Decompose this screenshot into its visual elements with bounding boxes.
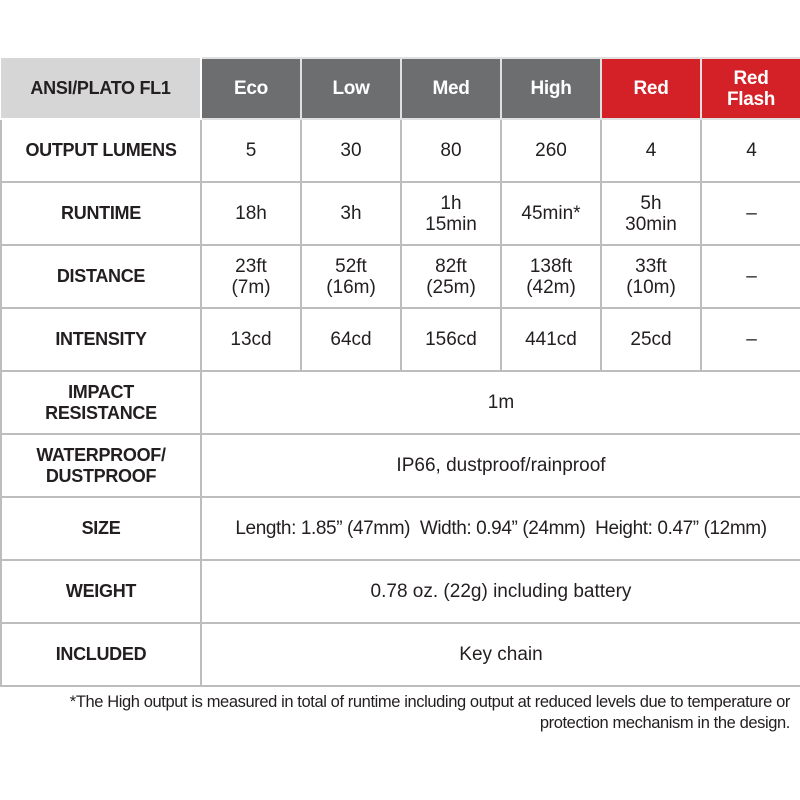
mode-header-eco: Eco [201, 58, 301, 119]
header-row [1, 58, 800, 119]
cell-line: 3h [340, 203, 362, 224]
cell-line: (25m) [426, 276, 476, 298]
row-label-line2: RESISTANCE [45, 402, 157, 423]
footnote [10, 692, 790, 734]
row-label-line1: IMPACT [68, 381, 134, 402]
table-row-runtime [1, 182, 800, 245]
cell-value [301, 182, 401, 245]
cell-line: (16m) [326, 276, 376, 298]
row-label [1, 371, 201, 434]
cell-value: 441cd [501, 308, 601, 371]
mode-header-red-flash [701, 58, 800, 119]
cell-line: (42m) [526, 276, 576, 298]
cell-line: 5h [640, 192, 662, 214]
cell-line: 45min* [521, 203, 581, 224]
cell-line: 82ft [435, 255, 467, 277]
table-row-output-lumens [1, 119, 800, 182]
cell-value: 5 [201, 119, 301, 182]
cell-line: 1h [440, 192, 462, 214]
cell-value: 64cd [301, 308, 401, 371]
cell-line: – [746, 266, 757, 287]
table-row-included [1, 623, 800, 686]
footnote-line2: protection mechanism in the design. [539, 714, 790, 732]
row-label: DISTANCE [1, 245, 201, 308]
cell-value [401, 245, 501, 308]
row-label: RUNTIME [1, 182, 201, 245]
table-row-intensity [1, 308, 800, 371]
cell-value: Key chain [201, 623, 800, 686]
mode-header-low: Low [301, 58, 401, 119]
cell-value: 1m [201, 371, 800, 434]
cell-value: – [701, 308, 800, 371]
table-row-waterproof [1, 434, 800, 497]
table-row-size [1, 497, 800, 560]
row-label: INTENSITY [1, 308, 201, 371]
cell-value [501, 182, 601, 245]
cell-value: 25cd [601, 308, 701, 371]
cell-line: – [746, 203, 757, 224]
cell-line: 138ft [529, 255, 573, 277]
cell-value: 156cd [401, 308, 501, 371]
cell-value [601, 245, 701, 308]
cell-value [601, 182, 701, 245]
cell-line: 15min [425, 213, 477, 235]
cell-value: 80 [401, 119, 501, 182]
red-flash-line2: Flash [726, 88, 776, 110]
row-label-line1: WATERPROOF/ [36, 444, 166, 465]
cell-value: 13cd [201, 308, 301, 371]
cell-value [201, 182, 301, 245]
cell-value: 0.78 oz. (22g) including battery [201, 560, 800, 623]
mode-header-red: Red [601, 58, 701, 119]
cell-line: 18h [235, 203, 267, 224]
cell-value: 4 [701, 119, 800, 182]
cell-value: 30 [301, 119, 401, 182]
cell-value [701, 245, 800, 308]
table-row-weight [1, 560, 800, 623]
standard-label: ANSI/PLATO FL1 [1, 58, 201, 119]
mode-header-high: High [501, 58, 601, 119]
cell-value [201, 245, 301, 308]
cell-value [301, 245, 401, 308]
red-flash-line1: Red [733, 67, 769, 89]
cell-line: 33ft [635, 255, 667, 277]
cell-line: (10m) [626, 276, 676, 298]
row-label [1, 434, 201, 497]
footnote-line1: *The High output is measured in total of runtime including output at reduced levels due to temperature or [69, 693, 790, 711]
cell-line: 52ft [335, 255, 367, 277]
row-label-line2: DUSTPROOF [45, 465, 157, 486]
row-label: INCLUDED [1, 623, 201, 686]
cell-value: Length: 1.85” (47mm) Width: 0.94” (24mm) Height: 0.47” (12mm) [201, 497, 800, 560]
cell-value: IP66, dustproof/rainproof [201, 434, 800, 497]
mode-header-med: Med [401, 58, 501, 119]
cell-line: (7m) [231, 276, 271, 298]
spec-table [0, 57, 800, 687]
cell-line: 23ft [235, 255, 267, 277]
cell-value [701, 182, 800, 245]
cell-line: 30min [625, 213, 677, 235]
cell-value: 260 [501, 119, 601, 182]
row-label: SIZE [1, 497, 201, 560]
row-label: OUTPUT LUMENS [1, 119, 201, 182]
row-label: WEIGHT [1, 560, 201, 623]
cell-value: 4 [601, 119, 701, 182]
cell-value [501, 245, 601, 308]
table-row-distance [1, 245, 800, 308]
cell-value [401, 182, 501, 245]
table-row-impact-resistance [1, 371, 800, 434]
